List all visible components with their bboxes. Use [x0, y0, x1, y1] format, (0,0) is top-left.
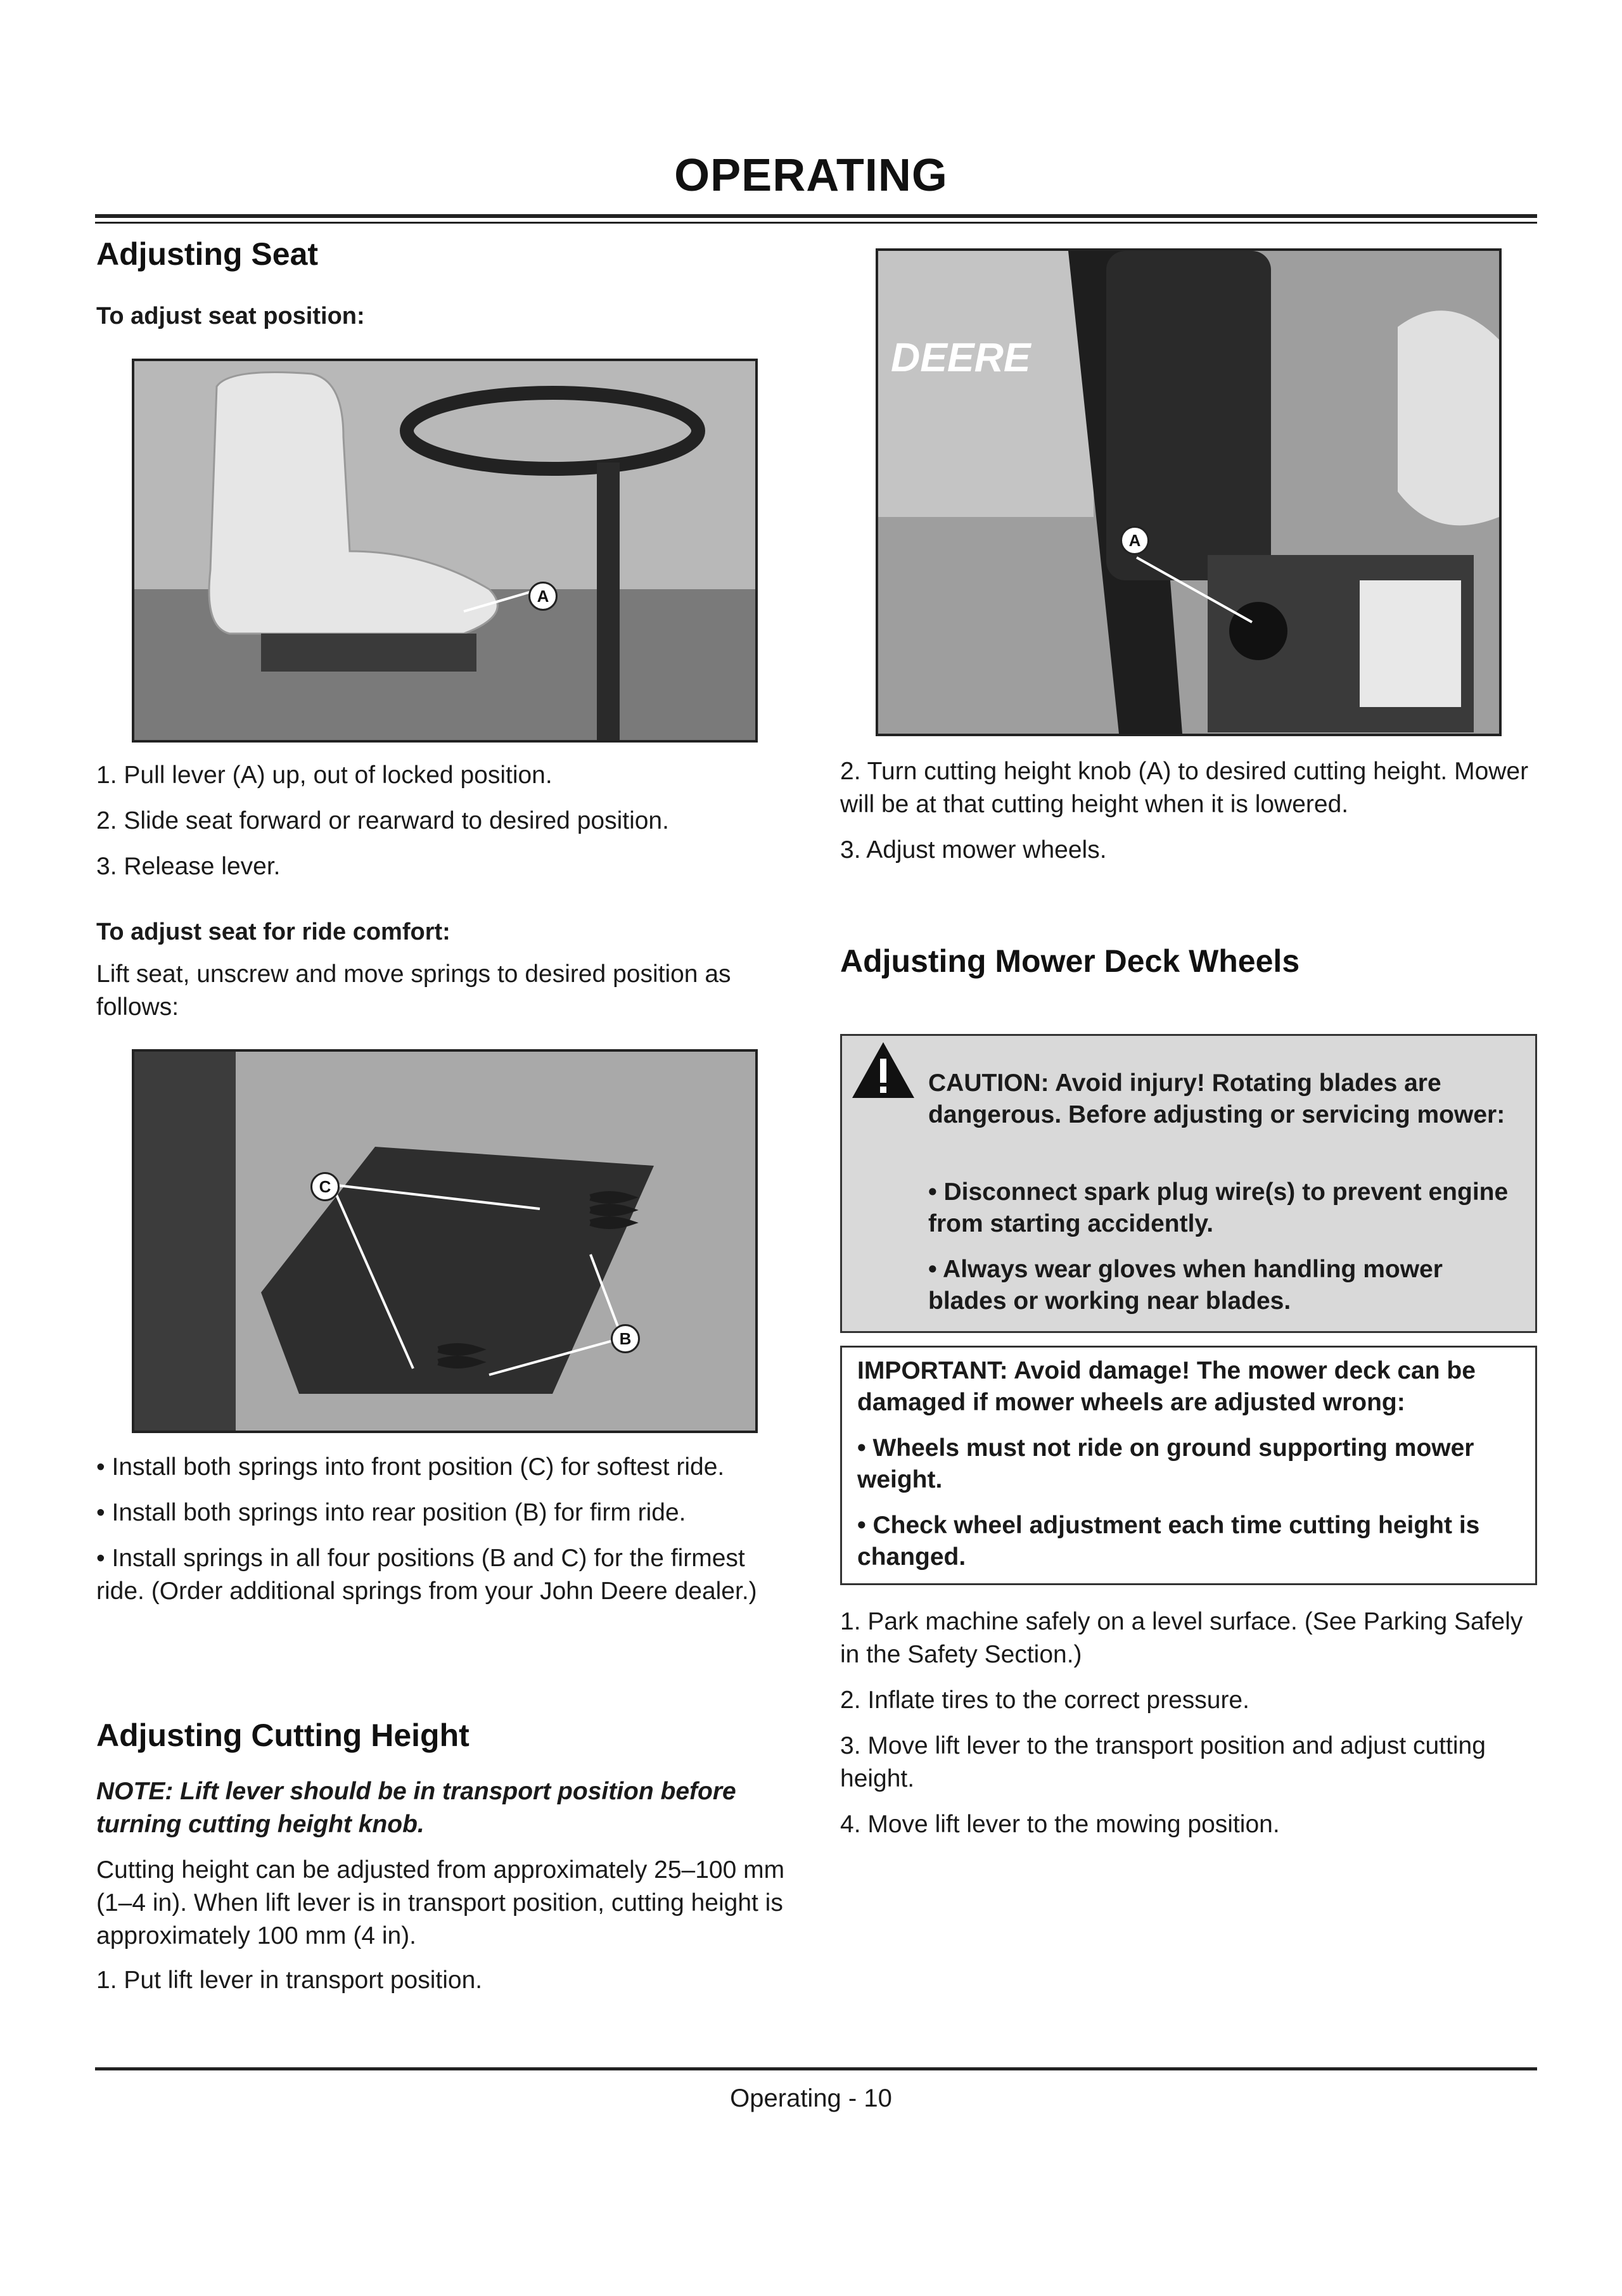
comfort-bullet-1: • Install both springs into front position (C) for softest ride. [96, 1453, 725, 1481]
cutting-knob-photo [876, 248, 1502, 736]
brand-text: DEERE [891, 335, 1031, 380]
deck-step-3: 3. Move lift lever to the transport position and adjust cutting height. [840, 1732, 1486, 1792]
deck-step-1: 1. Park machine safely on a level surface. (See Parking Safely in the Safety Section.) [840, 1608, 1523, 1668]
cutting-step-3: 3. Adjust mower wheels. [840, 836, 1107, 864]
seat-step-3: 3. Release lever. [96, 853, 281, 880]
important-bullet-1: • Wheels must not ride on ground supporting mower weight. [857, 1434, 1474, 1493]
callout-c: C [310, 1172, 340, 1201]
important-bullet-2: • Check wheel adjustment each time cutting height is changed. [857, 1512, 1480, 1571]
subhead-seat-position: To adjust seat position: [96, 303, 365, 329]
header-rule-thin [95, 222, 1537, 224]
important-lead: IMPORTANT: Avoid damage! The mower deck can be damaged if mower wheels are adjusted wrong: [857, 1357, 1476, 1416]
cutting-note: NOTE: Lift lever should be in transport position before turning cutting height knob. [96, 1778, 736, 1838]
caution-bullet-2: • Always wear gloves when handling mower blades or working near blades. [928, 1256, 1443, 1315]
callout-b: B [611, 1324, 640, 1353]
heading-adjusting-seat: Adjusting Seat [96, 236, 319, 272]
caution-bullet-1: • Disconnect spark plug wire(s) to prevent engine from starting accidently. [928, 1178, 1509, 1237]
comfort-intro: Lift seat, unscrew and move springs to desired position as follows: [96, 960, 731, 1021]
callout-knob-a: A [1120, 526, 1149, 555]
seat-photo [132, 359, 758, 743]
comfort-bullet-3: • Install springs in all four positions (B and C) for the firmest ride. (Order additional springs from your John Deere dealer.) [96, 1545, 757, 1605]
important-box [840, 1346, 1537, 1585]
cutting-knob-illustration [878, 251, 1499, 734]
page-footer: Operating - 10 [730, 2084, 892, 2112]
seat-step-2: 2. Slide seat forward or rearward to desired position. [96, 807, 669, 834]
callout-a: A [528, 582, 558, 611]
deck-step-4: 4. Move lift lever to the mowing position. [840, 1811, 1280, 1838]
heading-cutting-height: Adjusting Cutting Height [96, 1718, 469, 1753]
seat-illustration [134, 361, 755, 740]
subhead-ride-comfort: To adjust seat for ride comfort: [96, 919, 450, 945]
footer-rule [95, 2067, 1537, 2070]
cutting-step-2: 2. Turn cutting height knob (A) to desired cutting height. Mower will be at that cutting height when it is lowered. [840, 758, 1529, 818]
heading-deck-wheels: Adjusting Mower Deck Wheels [840, 943, 1300, 979]
warning-triangle-icon [850, 1040, 917, 1100]
caution-lead: CAUTION: Avoid injury! Rotating blades are dangerous. Before adjusting or servicing mower: [928, 1069, 1505, 1128]
cutting-intro: Cutting height can be adjusted from approximately 25–100 mm (1–4 in). When lift lever is in transport position, cutting height is approximately 100 mm (4 in). [96, 1856, 785, 1949]
deck-step-2: 2. Inflate tires to the correct pressure. [840, 1687, 1249, 1714]
comfort-bullet-2: • Install both springs into rear position (B) for firm ride. [96, 1499, 686, 1526]
springs-photo [132, 1049, 758, 1433]
page-title: OPERATING [674, 150, 948, 201]
seat-step-1: 1. Pull lever (A) up, out of locked position. [96, 762, 552, 789]
springs-illustration [134, 1052, 755, 1431]
header-rule [95, 214, 1537, 218]
cutting-step-1: 1. Put lift lever in transport position. [96, 1967, 483, 1994]
caution-box [840, 1034, 1537, 1333]
